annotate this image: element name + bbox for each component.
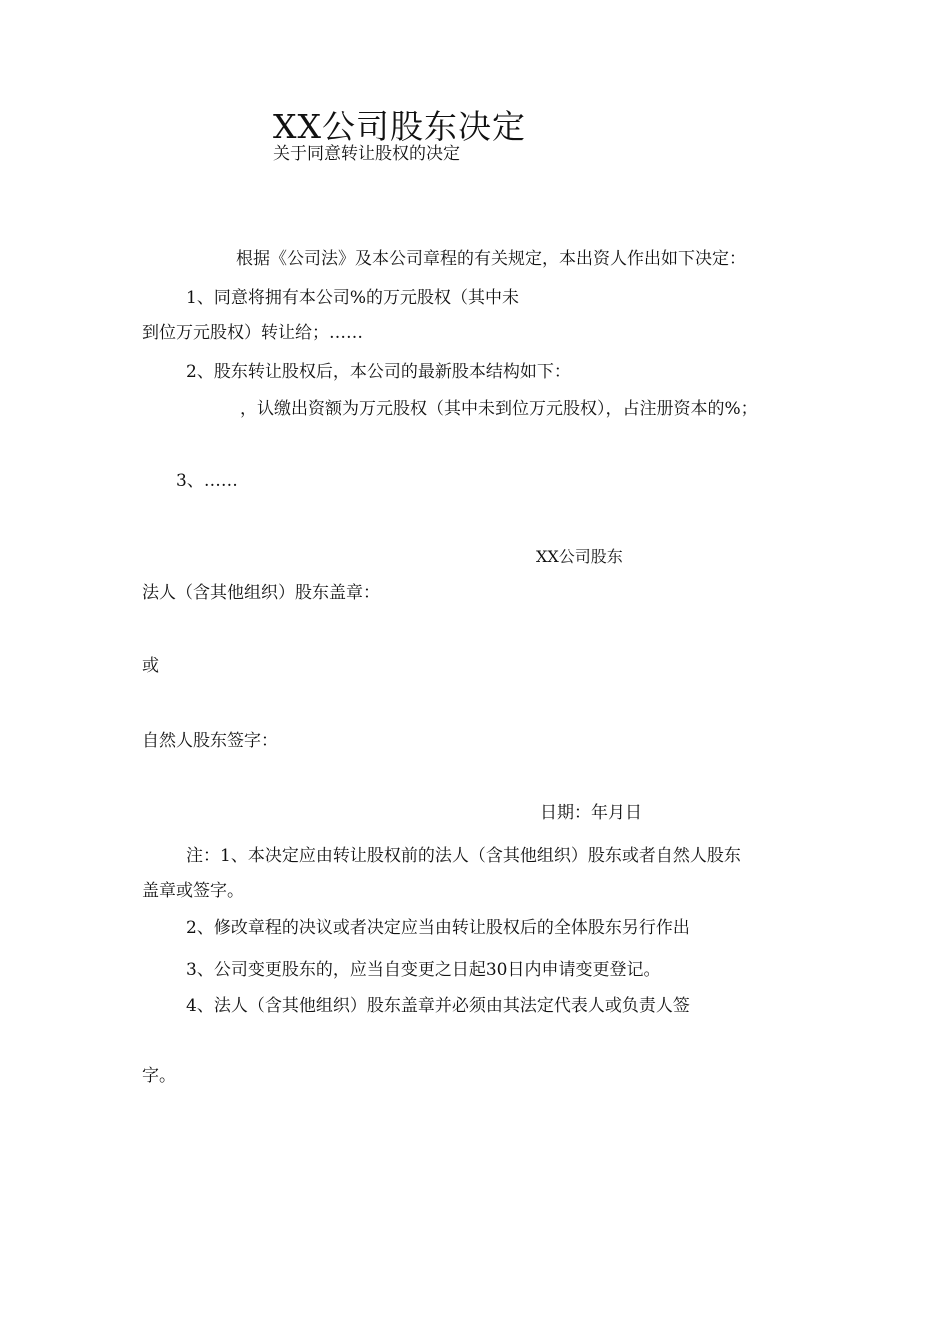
item-1-line-1: 1、同意将拥有本公司%的万元股权（其中未 xyxy=(186,288,519,308)
note-4-line-1: 4、法人（含其他组织）股东盖章并必须由其法定代表人或负责人签 xyxy=(186,996,690,1016)
item-3: 3、…… xyxy=(176,471,238,491)
item-2: 2、股东转让股权后，本公司的最新股本结构如下： xyxy=(186,362,571,382)
or-label: 或 xyxy=(142,656,159,676)
signer-company: XX公司股东 xyxy=(536,547,623,566)
note-1-line-2: 盖章或签字。 xyxy=(142,881,244,901)
item-2-detail: ，认缴出资额为万元股权（其中未到位万元股权），占注册资本的%； xyxy=(240,399,758,419)
document-subtitle: 关于同意转让股权的决定 xyxy=(273,144,460,164)
note-1-line-1: 注：1、本决定应由转让股权前的法人（含其他组织）股东或者自然人股东 xyxy=(186,846,741,866)
item-1-line-2: 到位万元股权）转让给；…… xyxy=(142,323,363,343)
note-3: 3、公司变更股东的，应当自变更之日起30日内申请变更登记。 xyxy=(186,960,661,980)
natural-person-sign-label: 自然人股东签字： xyxy=(142,731,278,751)
legal-person-seal-label: 法人（含其他组织）股东盖章： xyxy=(142,583,380,603)
intro-paragraph: 根据《公司法》及本公司章程的有关规定，本出资人作出如下决定： xyxy=(236,249,746,269)
date-label: 日期：年月日 xyxy=(540,803,642,823)
note-2: 2、修改章程的决议或者决定应当由转让股权后的全体股东另行作出 xyxy=(186,918,690,938)
note-4-line-2: 字。 xyxy=(142,1066,176,1086)
document-title: XX公司股东决定 xyxy=(273,107,526,146)
